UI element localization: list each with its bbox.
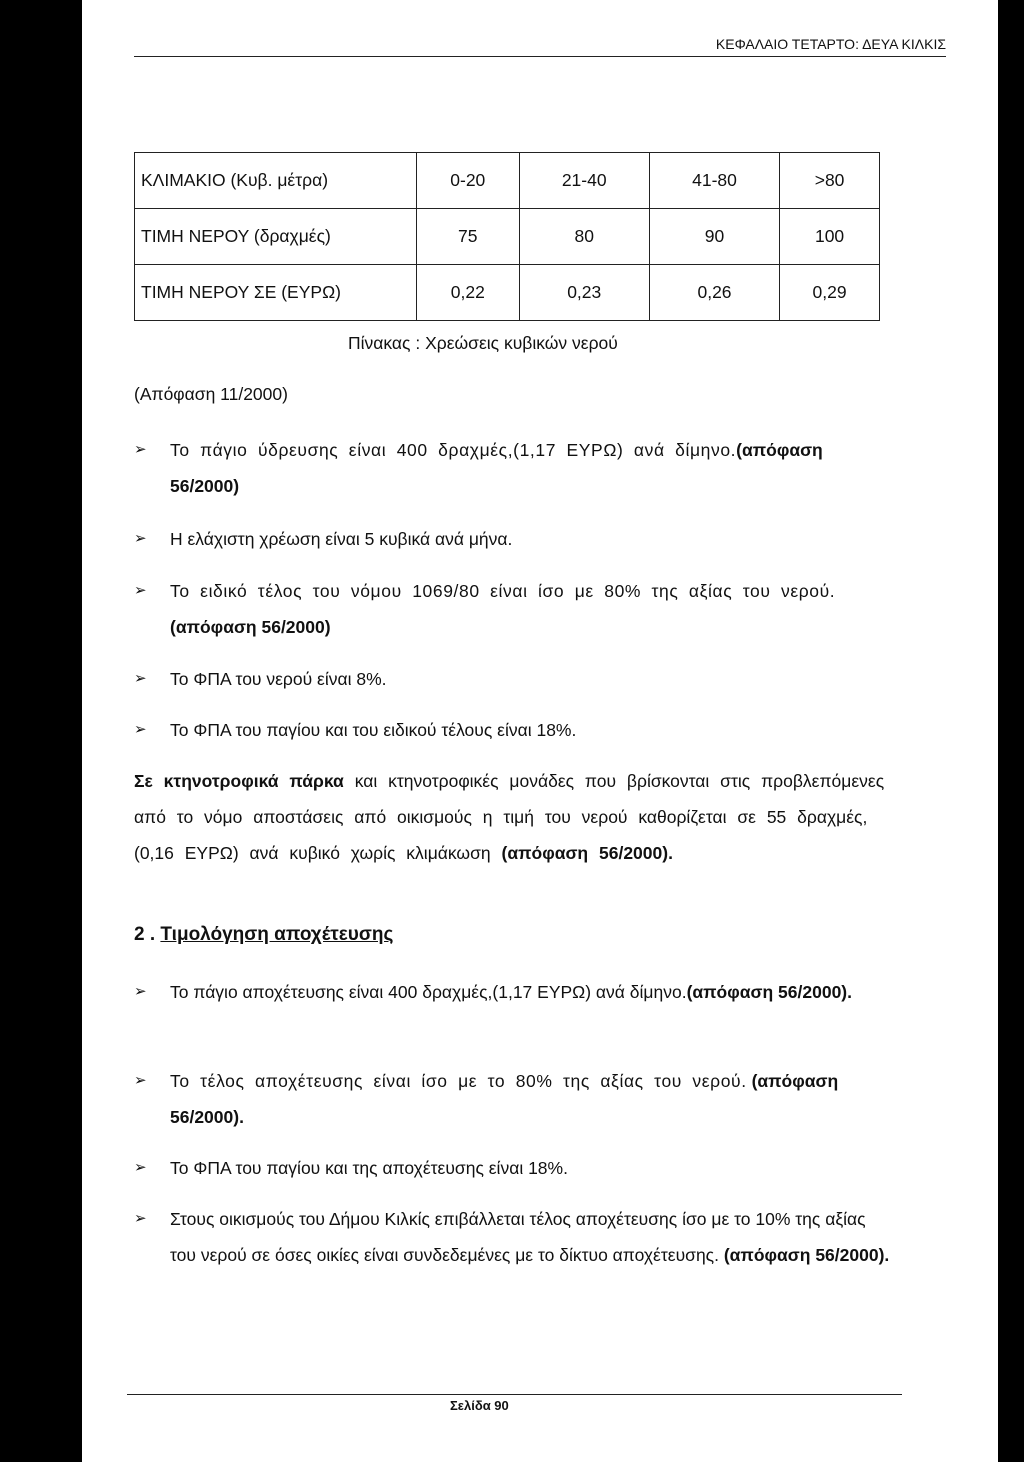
table-cell: 90: [649, 209, 779, 265]
bullet-text: Το ΦΠΑ του παγίου και του ειδικού τέλους είναι 18%.: [170, 720, 577, 740]
table-cell: 41-80: [649, 153, 779, 209]
table-cell: 0,26: [649, 265, 779, 321]
document-page: [82, 0, 998, 1462]
bullet-text: Το πάγιο ύδρευσης είναι 400 δραχμές,(1,17 ΕΥΡΩ) ανά δίμηνο.(απόφαση 56/2000): [170, 440, 823, 496]
livestock-paragraph: Σε κτηνοτροφικά πάρκα και κτηνοτροφικές μονάδες που βρίσκονται στις προβλεπόμενες από το νόμο αποστάσεις από οικισμούς η τιμή του νερού καθορίζεται σε 55 δραχμές, (0,16 ΕΥΡΩ) ανά κυβικό χωρίς κλιμάκωση (απόφαση 56/2000).: [134, 771, 885, 863]
row-label: ΚΛΙΜΑΚΙΟ (Κυβ. μέτρα): [135, 153, 417, 209]
table-caption: Πίνακας : Χρεώσεις κυβικών νερού: [348, 333, 618, 353]
row-label: ΤΙΜΗ ΝΕΡΟΥ ΣΕ (ΕΥΡΩ): [135, 265, 417, 321]
table-cell: 0,22: [417, 265, 520, 321]
page-number: Σελίδα 90: [450, 1398, 509, 1413]
table-cell: 0,23: [519, 265, 649, 321]
arrowhead-bullet-icon: ➢: [134, 721, 147, 738]
table-row: [135, 265, 880, 321]
table-cell: 21-40: [519, 153, 649, 209]
table-cell: 80: [519, 209, 649, 265]
footer-divider: [127, 1394, 902, 1395]
table-cell: 100: [780, 209, 880, 265]
arrowhead-bullet-icon: ➢: [134, 670, 147, 687]
chapter-header: ΚΕΦΑΛΑΙΟ ΤΕΤΑΡΤΟ: ΔΕΥΑ ΚΙΛΚΙΣ: [715, 36, 946, 52]
arrowhead-bullet-icon: ➢: [134, 530, 147, 547]
bullet-text: Η ελάχιστη χρέωση είναι 5 κυβικά ανά μήνα.: [170, 529, 513, 549]
table-row: [135, 153, 880, 209]
arrowhead-bullet-icon: ➢: [134, 582, 147, 599]
bullet-text: Το ειδικό τέλος του νόμου 1069/80 είναι ίσο με 80% της αξίας του νερού. (απόφαση 56/2000): [170, 581, 836, 637]
water-rates-table: [134, 152, 880, 321]
table-row: [135, 209, 880, 265]
section-heading: 2 . Τιμολόγηση αποχέτευσης: [134, 924, 394, 945]
row-label: ΤΙΜΗ ΝΕΡΟΥ (δραχμές): [135, 209, 417, 265]
arrowhead-bullet-icon: ➢: [134, 441, 147, 458]
table-cell: 0-20: [417, 153, 520, 209]
arrowhead-bullet-icon: ➢: [134, 1159, 147, 1176]
arrowhead-bullet-icon: ➢: [134, 1210, 147, 1227]
bullet-text: Το τέλος αποχέτευσης είναι ίσο με το 80% της αξίας του νερού. (απόφαση 56/2000).: [170, 1071, 839, 1127]
decision-reference: (Απόφαση 11/2000): [134, 384, 288, 404]
arrowhead-bullet-icon: ➢: [134, 1072, 147, 1089]
bullet-text: Το ΦΠΑ του παγίου και της αποχέτευσης είναι 18%.: [170, 1158, 568, 1178]
table-cell: 75: [417, 209, 520, 265]
table-cell: >80: [780, 153, 880, 209]
bullet-text: Στους οικισμούς του Δήμου Κιλκίς επιβάλλεται τέλος αποχέτευσης ίσο με το 10% της αξίας του νερού σε όσες οικίες είναι συνδεδεμένες με το δίκτυο αποχέτευσης. (απόφαση 56/2000).: [170, 1209, 890, 1265]
table-cell: 0,29: [780, 265, 880, 321]
arrowhead-bullet-icon: ➢: [134, 983, 147, 1000]
bullet-text: Το πάγιο αποχέτευσης είναι 400 δραχμές,(1,17 ΕΥΡΩ) ανά δίμηνο.(απόφαση 56/2000).: [170, 982, 852, 1002]
bullet-text: Το ΦΠΑ του νερού είναι 8%.: [170, 669, 387, 689]
header-divider: [134, 56, 946, 57]
